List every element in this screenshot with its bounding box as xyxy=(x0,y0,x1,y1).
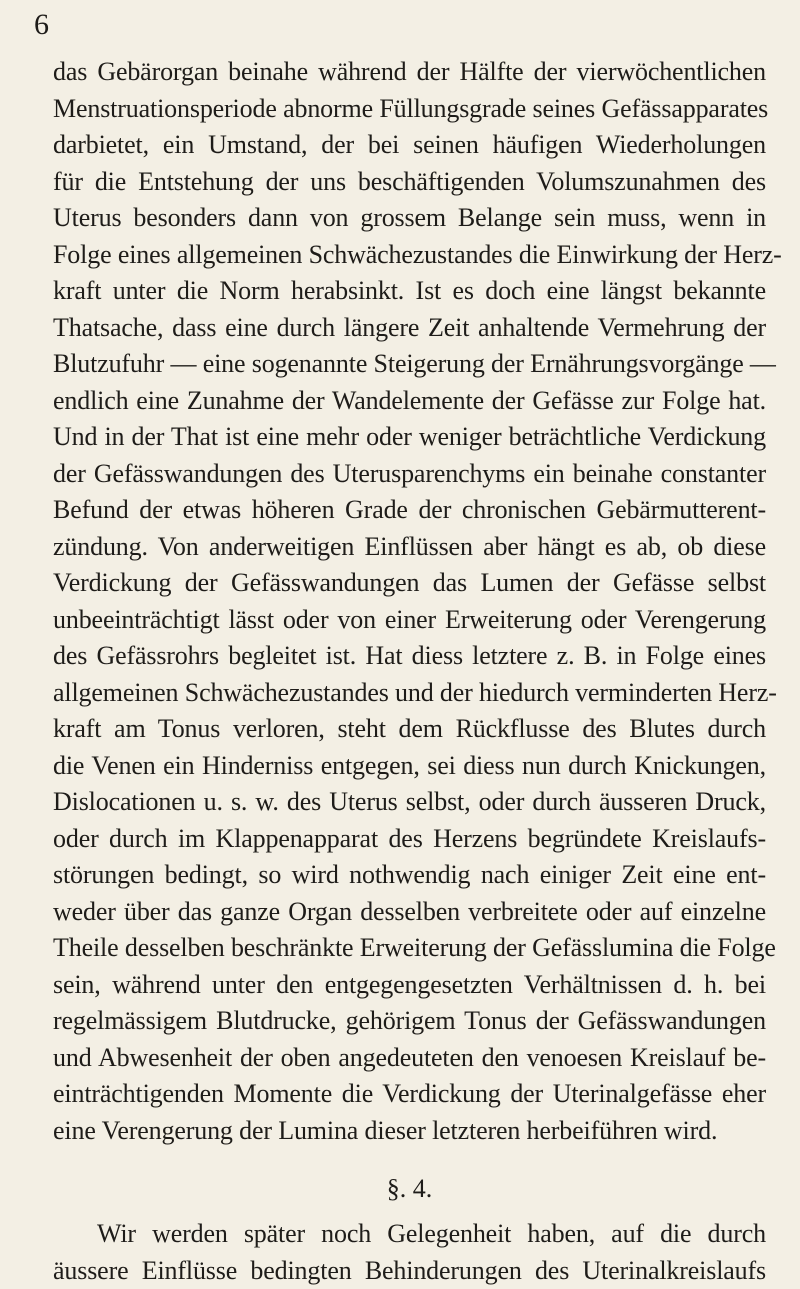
text-line: Blutzufuhr — eine sogenannte Steigerung der Ernährungsvorgänge — xyxy=(53,346,766,383)
text-line: weder über das ganze Organ desselben verbreitete oder auf einzelne xyxy=(53,894,766,931)
text-line: zündung. Von anderweitigen Einflüssen aber hängt es ab, ob diese xyxy=(53,529,766,566)
text-line: Theile desselben beschränkte Erweiterung der Gefässlumina die Folge xyxy=(53,930,766,967)
text-line: kraft unter die Norm herabsinkt. Ist es doch eine längst bekannte xyxy=(53,273,766,310)
text-line: kraft am Tonus verloren, steht dem Rückflusse des Blutes durch xyxy=(53,711,766,748)
paragraph-2 xyxy=(53,1216,766,1289)
text-line: für die Entstehung der uns beschäftigenden Volumszunahmen des xyxy=(53,164,766,201)
text-line: des Gefässrohrs begleitet ist. Hat diess letztere z. B. in Folge eines xyxy=(53,638,766,675)
text-line: allgemeinen Schwächezustandes und der hiedurch verminderten Herz- xyxy=(53,675,766,712)
text-line: Befund der etwas höheren Grade der chronischen Gebärmutterent- xyxy=(53,492,766,529)
text-line: eine Verengerung der Lumina dieser letzteren herbeiführen wird. xyxy=(53,1113,766,1150)
text-line: der Gefässwandungen des Uterusparenchyms ein beinahe constanter xyxy=(53,456,766,493)
text-line: Dislocationen u. s. w. des Uterus selbst, oder durch äusseren Druck, xyxy=(53,784,766,821)
text-line: einträchtigenden Momente die Verdickung der Uterinalgefässe eher xyxy=(53,1076,766,1113)
text-line: die Venen ein Hinderniss entgegen, sei diess nun durch Knickungen, xyxy=(53,748,766,785)
text-line: Thatsache, dass eine durch längere Zeit anhaltende Vermehrung der xyxy=(53,310,766,347)
paragraph-1 xyxy=(53,54,766,1149)
text-line: Verdickung der Gefässwandungen das Lumen der Gefässe selbst xyxy=(53,565,766,602)
page-number: 6 xyxy=(34,10,49,40)
text-line: Wir werden später noch Gelegenheit haben, auf die durch xyxy=(53,1216,766,1253)
text-line: unbeeinträchtigt lässt oder von einer Erweiterung oder Verengerung xyxy=(53,602,766,639)
text-line: das Gebärorgan beinahe während der Hälfte der vierwöchentlichen xyxy=(53,54,766,91)
text-line: darbietet, ein Umstand, der bei seinen häufigen Wiederholungen xyxy=(53,127,766,164)
text-line: und Abwesenheit der oben angedeuteten den venoesen Kreislauf be- xyxy=(53,1040,766,1077)
text-line: Menstruationsperiode abnorme Füllungsgrade seines Gefässapparates xyxy=(53,91,766,128)
text-line: Folge eines allgemeinen Schwächezustandes die Einwirkung der Herz- xyxy=(53,237,766,274)
text-line: endlich eine Zunahme der Wandelemente der Gefässe zur Folge hat. xyxy=(53,383,766,420)
text-line: sein, während unter den entgegengesetzten Verhältnissen d. h. bei xyxy=(53,967,766,1004)
text-line: regelmässigem Blutdrucke, gehörigem Tonus der Gefässwandungen xyxy=(53,1003,766,1040)
text-line: äussere Einflüsse bedingten Behinderungen des Uterinalkreislaufs xyxy=(53,1253,766,1289)
text-line: Und in der That ist eine mehr oder weniger beträchtliche Verdickung xyxy=(53,419,766,456)
text-line: oder durch im Klappenapparat des Herzens begründete Kreislaufs- xyxy=(53,821,766,858)
text-line: Uterus besonders dann von grossem Belange sein muss, wenn in xyxy=(53,200,766,237)
section-heading: §. 4. xyxy=(53,1149,766,1216)
text-line: störungen bedingt, so wird nothwendig nach einiger Zeit eine ent- xyxy=(53,857,766,894)
body-text xyxy=(53,54,766,1289)
